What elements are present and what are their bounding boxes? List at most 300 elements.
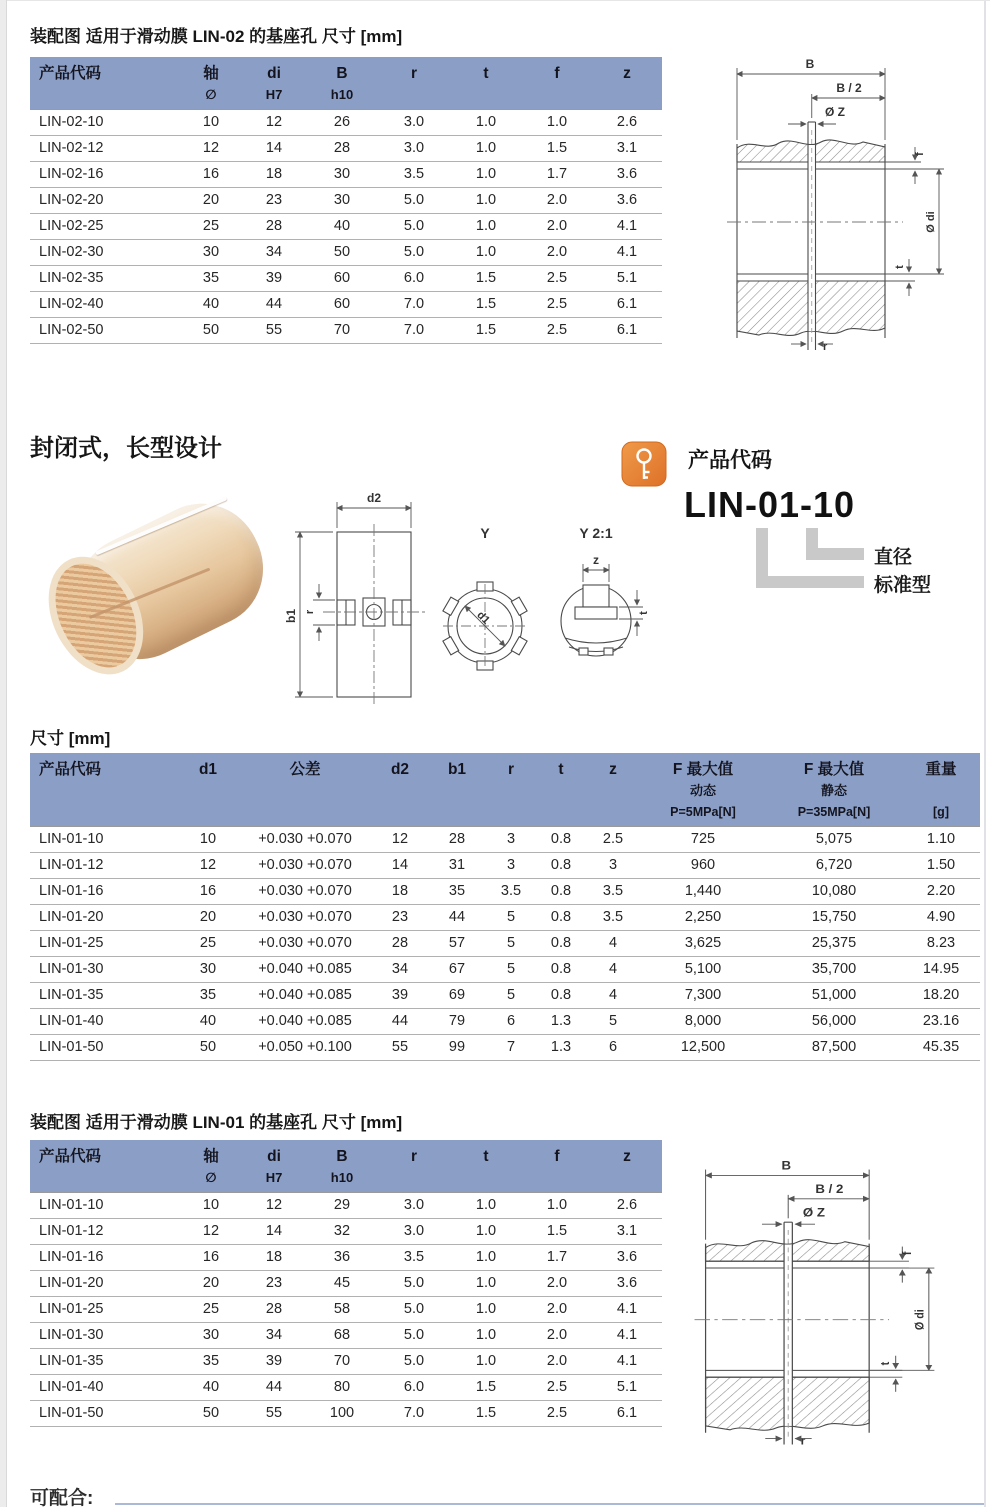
value-cell: 2.0 bbox=[522, 1297, 592, 1323]
value-cell: 1.5 bbox=[450, 1401, 522, 1427]
column-header: B h10 bbox=[306, 1140, 378, 1193]
value-cell: 960 bbox=[640, 853, 766, 879]
value-cell: 2.0 bbox=[522, 1323, 592, 1349]
value-cell: 3.6 bbox=[592, 1271, 662, 1297]
value-cell: 35 bbox=[178, 983, 238, 1009]
column-header: t bbox=[450, 1140, 522, 1193]
value-cell: 18 bbox=[242, 1245, 306, 1271]
product-code-cell: LIN-01-10 bbox=[30, 1193, 180, 1219]
value-cell: 1.0 bbox=[450, 1271, 522, 1297]
value-cell: 1.0 bbox=[450, 214, 522, 240]
value-cell: 1.0 bbox=[450, 1349, 522, 1375]
value-cell: +0.030 +0.070 bbox=[238, 879, 372, 905]
table-row bbox=[30, 1035, 980, 1061]
value-cell: 70 bbox=[306, 318, 378, 344]
value-cell: 3 bbox=[486, 827, 536, 853]
value-cell: 8.23 bbox=[902, 931, 980, 957]
value-cell: 725 bbox=[640, 827, 766, 853]
dim-label-r: r bbox=[800, 1436, 806, 1448]
value-cell: 2.5 bbox=[522, 266, 592, 292]
value-cell: 40 bbox=[180, 292, 242, 318]
value-cell: 18.20 bbox=[902, 983, 980, 1009]
value-cell: +0.030 +0.070 bbox=[238, 853, 372, 879]
dim-label-z2: z bbox=[593, 553, 599, 567]
callout-standard: 标准型 bbox=[874, 575, 932, 596]
product-code-cell: LIN-01-30 bbox=[30, 957, 178, 983]
value-cell: 5 bbox=[486, 983, 536, 1009]
value-cell: 2.5 bbox=[522, 1401, 592, 1427]
value-cell: 5.0 bbox=[378, 1297, 450, 1323]
value-cell: 44 bbox=[242, 1375, 306, 1401]
value-cell: 56,000 bbox=[766, 1009, 902, 1035]
value-cell: +0.040 +0.085 bbox=[238, 957, 372, 983]
value-cell: 4.1 bbox=[592, 214, 662, 240]
value-cell: +0.040 +0.085 bbox=[238, 983, 372, 1009]
value-cell: 79 bbox=[428, 1009, 486, 1035]
value-cell: 2.20 bbox=[902, 879, 980, 905]
key-icon bbox=[621, 441, 667, 487]
value-cell: 3 bbox=[486, 853, 536, 879]
value-cell: 6,720 bbox=[766, 853, 902, 879]
value-cell: 55 bbox=[242, 318, 306, 344]
value-cell: 0.8 bbox=[536, 879, 586, 905]
value-cell: 2.0 bbox=[522, 240, 592, 266]
table-row bbox=[30, 318, 662, 344]
column-header: 产品代码 bbox=[30, 57, 180, 110]
dim-label-f: f bbox=[901, 1251, 915, 1256]
value-cell: 5.0 bbox=[378, 188, 450, 214]
value-cell: 87,500 bbox=[766, 1035, 902, 1061]
value-cell: 34 bbox=[242, 1323, 306, 1349]
product-code-cell: LIN-01-35 bbox=[30, 983, 178, 1009]
lin01-housing-table bbox=[30, 1140, 662, 1427]
column-header: d1 bbox=[178, 753, 238, 827]
product-code-cell: LIN-01-12 bbox=[30, 1219, 180, 1245]
dim-label-di: Ø di bbox=[913, 1309, 927, 1331]
value-cell: 6 bbox=[486, 1009, 536, 1035]
value-cell: 80 bbox=[306, 1375, 378, 1401]
value-cell: 44 bbox=[372, 1009, 428, 1035]
value-cell: 4 bbox=[586, 983, 640, 1009]
value-cell: +0.050 +0.100 bbox=[238, 1035, 372, 1061]
column-header: z bbox=[592, 57, 662, 110]
product-code-cell: LIN-01-12 bbox=[30, 853, 178, 879]
table-row bbox=[30, 240, 662, 266]
value-cell: 26 bbox=[306, 110, 378, 136]
product-code-cell: LIN-01-40 bbox=[30, 1009, 178, 1035]
value-cell: 30 bbox=[306, 188, 378, 214]
value-cell: 1.7 bbox=[522, 162, 592, 188]
dim-label-t: t bbox=[894, 265, 906, 269]
section3-title: 尺寸 [mm] bbox=[30, 729, 111, 748]
value-cell: 1.0 bbox=[450, 136, 522, 162]
value-cell: 69 bbox=[428, 983, 486, 1009]
value-cell: 6.1 bbox=[592, 1401, 662, 1427]
column-header: t bbox=[536, 753, 586, 827]
column-header: B h10 bbox=[306, 57, 378, 110]
value-cell: 12 bbox=[372, 827, 428, 853]
product-code-cell: LIN-02-35 bbox=[30, 266, 180, 292]
value-cell: 1.0 bbox=[450, 1323, 522, 1349]
value-cell: 60 bbox=[306, 266, 378, 292]
value-cell: 3.5 bbox=[586, 905, 640, 931]
product-code-cell: LIN-01-50 bbox=[30, 1035, 178, 1061]
value-cell: 20 bbox=[180, 188, 242, 214]
value-cell: 6.0 bbox=[378, 266, 450, 292]
value-cell: 3.6 bbox=[592, 1245, 662, 1271]
value-cell: 10 bbox=[178, 827, 238, 853]
value-cell: 4 bbox=[586, 957, 640, 983]
value-cell: 70 bbox=[306, 1349, 378, 1375]
value-cell: 14 bbox=[242, 136, 306, 162]
column-header: 公差 bbox=[238, 753, 372, 827]
value-cell: 12 bbox=[178, 853, 238, 879]
value-cell: 2.0 bbox=[522, 1271, 592, 1297]
value-cell: 5.0 bbox=[378, 214, 450, 240]
value-cell: 45.35 bbox=[902, 1035, 980, 1061]
value-cell: 6 bbox=[586, 1035, 640, 1061]
value-cell: 5.0 bbox=[378, 1271, 450, 1297]
value-cell: 1.0 bbox=[522, 1193, 592, 1219]
value-cell: 50 bbox=[180, 1401, 242, 1427]
value-cell: 44 bbox=[242, 292, 306, 318]
value-cell: 0.8 bbox=[536, 957, 586, 983]
table-row bbox=[30, 1401, 662, 1427]
value-cell: 10,080 bbox=[766, 879, 902, 905]
column-header: f bbox=[522, 57, 592, 110]
value-cell: 55 bbox=[242, 1401, 306, 1427]
table-row bbox=[30, 905, 980, 931]
product-code-cell: LIN-01-30 bbox=[30, 1323, 180, 1349]
value-cell: 10 bbox=[180, 110, 242, 136]
callout-connector bbox=[806, 548, 864, 560]
value-cell: 39 bbox=[372, 983, 428, 1009]
product-code-cell: LIN-01-35 bbox=[30, 1349, 180, 1375]
column-header: F 最大值 静态 P=35MPa[N] bbox=[766, 753, 902, 827]
value-cell: 1.0 bbox=[450, 162, 522, 188]
value-cell: 6.1 bbox=[592, 292, 662, 318]
value-cell: 5.0 bbox=[378, 1349, 450, 1375]
section2-title: 封闭式，长型设计 bbox=[30, 435, 222, 462]
value-cell: 1.0 bbox=[522, 110, 592, 136]
column-header: 产品代码 bbox=[30, 1140, 180, 1193]
value-cell: 20 bbox=[178, 905, 238, 931]
callout-diameter: 直径 bbox=[874, 547, 913, 568]
value-cell: 5,075 bbox=[766, 827, 902, 853]
value-cell: 25 bbox=[178, 931, 238, 957]
table-row bbox=[30, 1297, 662, 1323]
value-cell: 4.1 bbox=[592, 1323, 662, 1349]
value-cell: 0.8 bbox=[536, 983, 586, 1009]
product-code-cell: LIN-02-20 bbox=[30, 188, 180, 214]
value-cell: 35 bbox=[180, 266, 242, 292]
value-cell: 2.6 bbox=[592, 110, 662, 136]
table-row bbox=[30, 136, 662, 162]
value-cell: 3.5 bbox=[378, 1245, 450, 1271]
product-code-cell: LIN-01-25 bbox=[30, 931, 178, 957]
dim-label-t: t bbox=[879, 1361, 893, 1366]
value-cell: 6.1 bbox=[592, 318, 662, 344]
value-cell: 28 bbox=[306, 136, 378, 162]
value-cell: 12 bbox=[180, 136, 242, 162]
value-cell: 7.0 bbox=[378, 1401, 450, 1427]
value-cell: 55 bbox=[372, 1035, 428, 1061]
value-cell: 44 bbox=[428, 905, 486, 931]
value-cell: 12,500 bbox=[640, 1035, 766, 1061]
value-cell: 0.8 bbox=[536, 827, 586, 853]
product-code-cell: LIN-01-40 bbox=[30, 1375, 180, 1401]
table-row bbox=[30, 214, 662, 240]
value-cell: 1.0 bbox=[450, 1297, 522, 1323]
column-header: r bbox=[378, 1140, 450, 1193]
product-code-cell: LIN-01-50 bbox=[30, 1401, 180, 1427]
value-cell: 4.1 bbox=[592, 240, 662, 266]
table-row bbox=[30, 1193, 662, 1219]
value-cell: 1.0 bbox=[450, 1245, 522, 1271]
table-row bbox=[30, 110, 662, 136]
value-cell: 7 bbox=[486, 1035, 536, 1061]
value-cell: 1.5 bbox=[522, 1219, 592, 1245]
value-cell: 4.90 bbox=[902, 905, 980, 931]
product-code-cell: LIN-01-20 bbox=[30, 905, 178, 931]
product-code-heading: 产品代码 bbox=[688, 449, 772, 472]
value-cell: 25 bbox=[180, 214, 242, 240]
value-cell: 16 bbox=[178, 879, 238, 905]
value-cell: 1.0 bbox=[450, 188, 522, 214]
column-header: F 最大值 动态 P=5MPa[N] bbox=[640, 753, 766, 827]
value-cell: 2.5 bbox=[522, 1375, 592, 1401]
dim-label-d1: d1 bbox=[474, 609, 492, 627]
value-cell: 12 bbox=[242, 1193, 306, 1219]
value-cell: 12 bbox=[242, 110, 306, 136]
product-code-cell: LIN-02-16 bbox=[30, 162, 180, 188]
footer-label: 可配合: bbox=[30, 1488, 94, 1507]
value-cell: 68 bbox=[306, 1323, 378, 1349]
dim-label-b-half: B / 2 bbox=[836, 81, 862, 95]
value-cell: 4 bbox=[586, 931, 640, 957]
value-cell: 2.6 bbox=[592, 1193, 662, 1219]
table-row bbox=[30, 1375, 662, 1401]
value-cell: 36 bbox=[306, 1245, 378, 1271]
section1-title: 装配图 适用于滑动膜 LIN-02 的基座孔 尺寸 [mm] bbox=[30, 27, 403, 46]
value-cell: 51,000 bbox=[766, 983, 902, 1009]
table-row bbox=[30, 853, 980, 879]
value-cell: 39 bbox=[242, 1349, 306, 1375]
value-cell: 29 bbox=[306, 1193, 378, 1219]
value-cell: 3.1 bbox=[592, 1219, 662, 1245]
value-cell: +0.030 +0.070 bbox=[238, 905, 372, 931]
value-cell: 3 bbox=[586, 853, 640, 879]
table-row bbox=[30, 983, 980, 1009]
column-header: f bbox=[522, 1140, 592, 1193]
dim-label-f: f bbox=[914, 152, 926, 156]
value-cell: 5.1 bbox=[592, 1375, 662, 1401]
callout-connector bbox=[756, 576, 864, 588]
value-cell: 16 bbox=[180, 1245, 242, 1271]
value-cell: 0.8 bbox=[536, 905, 586, 931]
value-cell: 40 bbox=[178, 1009, 238, 1035]
value-cell: 1.10 bbox=[902, 827, 980, 853]
dim-label-b: B bbox=[805, 57, 815, 71]
column-header: 重量 [g] bbox=[902, 753, 980, 827]
value-cell: 15,750 bbox=[766, 905, 902, 931]
table-row bbox=[30, 1271, 662, 1297]
column-header: z bbox=[586, 753, 640, 827]
product-code-cell: LIN-01-20 bbox=[30, 1271, 180, 1297]
value-cell: 28 bbox=[242, 1297, 306, 1323]
product-code-cell: LIN-01-16 bbox=[30, 1245, 180, 1271]
value-cell: 40 bbox=[306, 214, 378, 240]
value-cell: 3.5 bbox=[486, 879, 536, 905]
value-cell: 50 bbox=[178, 1035, 238, 1061]
value-cell: 3.1 bbox=[592, 136, 662, 162]
value-cell: 3.6 bbox=[592, 162, 662, 188]
dim-label-t2: t bbox=[638, 611, 650, 615]
table-row bbox=[30, 1219, 662, 1245]
value-cell: 1.0 bbox=[450, 1219, 522, 1245]
value-cell: 7.0 bbox=[378, 318, 450, 344]
assembly-drawing-lin01 bbox=[668, 1152, 983, 1462]
value-cell: 50 bbox=[306, 240, 378, 266]
value-cell: 3.0 bbox=[378, 1193, 450, 1219]
product-code-cell: LIN-01-10 bbox=[30, 827, 178, 853]
value-cell: 16 bbox=[180, 162, 242, 188]
value-cell: 8,000 bbox=[640, 1009, 766, 1035]
value-cell: 5.0 bbox=[378, 240, 450, 266]
value-cell: 1.7 bbox=[522, 1245, 592, 1271]
column-header: r bbox=[378, 57, 450, 110]
table-row bbox=[30, 188, 662, 214]
value-cell: 1.5 bbox=[450, 1375, 522, 1401]
product-code-cell: LIN-01-16 bbox=[30, 879, 178, 905]
table-row bbox=[30, 1323, 662, 1349]
value-cell: 45 bbox=[306, 1271, 378, 1297]
lin01-dimensions-table bbox=[30, 753, 980, 1061]
value-cell: 18 bbox=[242, 162, 306, 188]
table-row bbox=[30, 266, 662, 292]
value-cell: 25 bbox=[180, 1297, 242, 1323]
value-cell: 25,375 bbox=[766, 931, 902, 957]
value-cell: 2.5 bbox=[522, 292, 592, 318]
next-table-edge bbox=[115, 1503, 984, 1505]
value-cell: 5.0 bbox=[378, 1323, 450, 1349]
column-header: 轴 ∅ bbox=[180, 1140, 242, 1193]
table-row bbox=[30, 879, 980, 905]
value-cell: 34 bbox=[242, 240, 306, 266]
value-cell: 5.1 bbox=[592, 266, 662, 292]
value-cell: 1.50 bbox=[902, 853, 980, 879]
table-row bbox=[30, 827, 980, 853]
dim-label-r2: r bbox=[304, 609, 316, 615]
product-code-example: LIN-01-10 bbox=[684, 484, 856, 525]
value-cell: 1.3 bbox=[536, 1035, 586, 1061]
value-cell: 3.0 bbox=[378, 110, 450, 136]
value-cell: 3.0 bbox=[378, 136, 450, 162]
value-cell: 30 bbox=[306, 162, 378, 188]
value-cell: 4.1 bbox=[592, 1349, 662, 1375]
value-cell: 5 bbox=[486, 931, 536, 957]
dim-label-z-dia: Ø Z bbox=[825, 105, 845, 119]
value-cell: 4.1 bbox=[592, 1297, 662, 1323]
value-cell: 3.5 bbox=[378, 162, 450, 188]
value-cell: 0.8 bbox=[536, 931, 586, 957]
value-cell: 2.0 bbox=[522, 1349, 592, 1375]
value-cell: 35,700 bbox=[766, 957, 902, 983]
value-cell: 18 bbox=[372, 879, 428, 905]
table-row bbox=[30, 931, 980, 957]
value-cell: 3.0 bbox=[378, 1219, 450, 1245]
product-photo bbox=[35, 492, 275, 707]
view-label-y: Y bbox=[480, 525, 490, 541]
product-code-cell: LIN-02-25 bbox=[30, 214, 180, 240]
value-cell: 2.0 bbox=[522, 214, 592, 240]
value-cell: 30 bbox=[178, 957, 238, 983]
value-cell: 39 bbox=[242, 266, 306, 292]
lin02-housing-table bbox=[30, 57, 662, 344]
value-cell: 1.5 bbox=[450, 318, 522, 344]
column-header: b1 bbox=[428, 753, 486, 827]
value-cell: 34 bbox=[372, 957, 428, 983]
value-cell: 1.5 bbox=[450, 266, 522, 292]
column-header: 轴 ∅ bbox=[180, 57, 242, 110]
value-cell: 32 bbox=[306, 1219, 378, 1245]
table-row bbox=[30, 957, 980, 983]
value-cell: 28 bbox=[428, 827, 486, 853]
table-row bbox=[30, 1245, 662, 1271]
value-cell: 3.6 bbox=[592, 188, 662, 214]
value-cell: 1,440 bbox=[640, 879, 766, 905]
dim-label-r: r bbox=[823, 341, 828, 353]
value-cell: 12 bbox=[180, 1219, 242, 1245]
value-cell: 6.0 bbox=[378, 1375, 450, 1401]
value-cell: +0.040 +0.085 bbox=[238, 1009, 372, 1035]
value-cell: 58 bbox=[306, 1297, 378, 1323]
value-cell: 2,250 bbox=[640, 905, 766, 931]
product-code-cell: LIN-02-12 bbox=[30, 136, 180, 162]
product-code-cell: LIN-02-40 bbox=[30, 292, 180, 318]
column-header: di H7 bbox=[242, 57, 306, 110]
value-cell: 1.0 bbox=[450, 1193, 522, 1219]
column-header: r bbox=[486, 753, 536, 827]
value-cell: +0.030 +0.070 bbox=[238, 931, 372, 957]
value-cell: 5 bbox=[486, 905, 536, 931]
dim-label-di: Ø di bbox=[925, 211, 937, 233]
value-cell: 23 bbox=[372, 905, 428, 931]
column-header: d2 bbox=[372, 753, 428, 827]
product-code-cell: LIN-01-25 bbox=[30, 1297, 180, 1323]
value-cell: 1.5 bbox=[522, 136, 592, 162]
column-header: z bbox=[592, 1140, 662, 1193]
value-cell: 35 bbox=[180, 1349, 242, 1375]
value-cell: 2.0 bbox=[522, 188, 592, 214]
value-cell: 60 bbox=[306, 292, 378, 318]
value-cell: 28 bbox=[242, 214, 306, 240]
value-cell: 1.3 bbox=[536, 1009, 586, 1035]
table-row bbox=[30, 1349, 662, 1375]
value-cell: 30 bbox=[180, 1323, 242, 1349]
table-row bbox=[30, 292, 662, 318]
value-cell: 5,100 bbox=[640, 957, 766, 983]
value-cell: 3,625 bbox=[640, 931, 766, 957]
product-dimension-drawing bbox=[283, 478, 678, 713]
value-cell: 20 bbox=[180, 1271, 242, 1297]
value-cell: 14 bbox=[242, 1219, 306, 1245]
value-cell: 35 bbox=[428, 879, 486, 905]
value-cell: 1.0 bbox=[450, 240, 522, 266]
table-row bbox=[30, 1009, 980, 1035]
value-cell: 5 bbox=[586, 1009, 640, 1035]
page-top-edge bbox=[7, 0, 990, 1]
